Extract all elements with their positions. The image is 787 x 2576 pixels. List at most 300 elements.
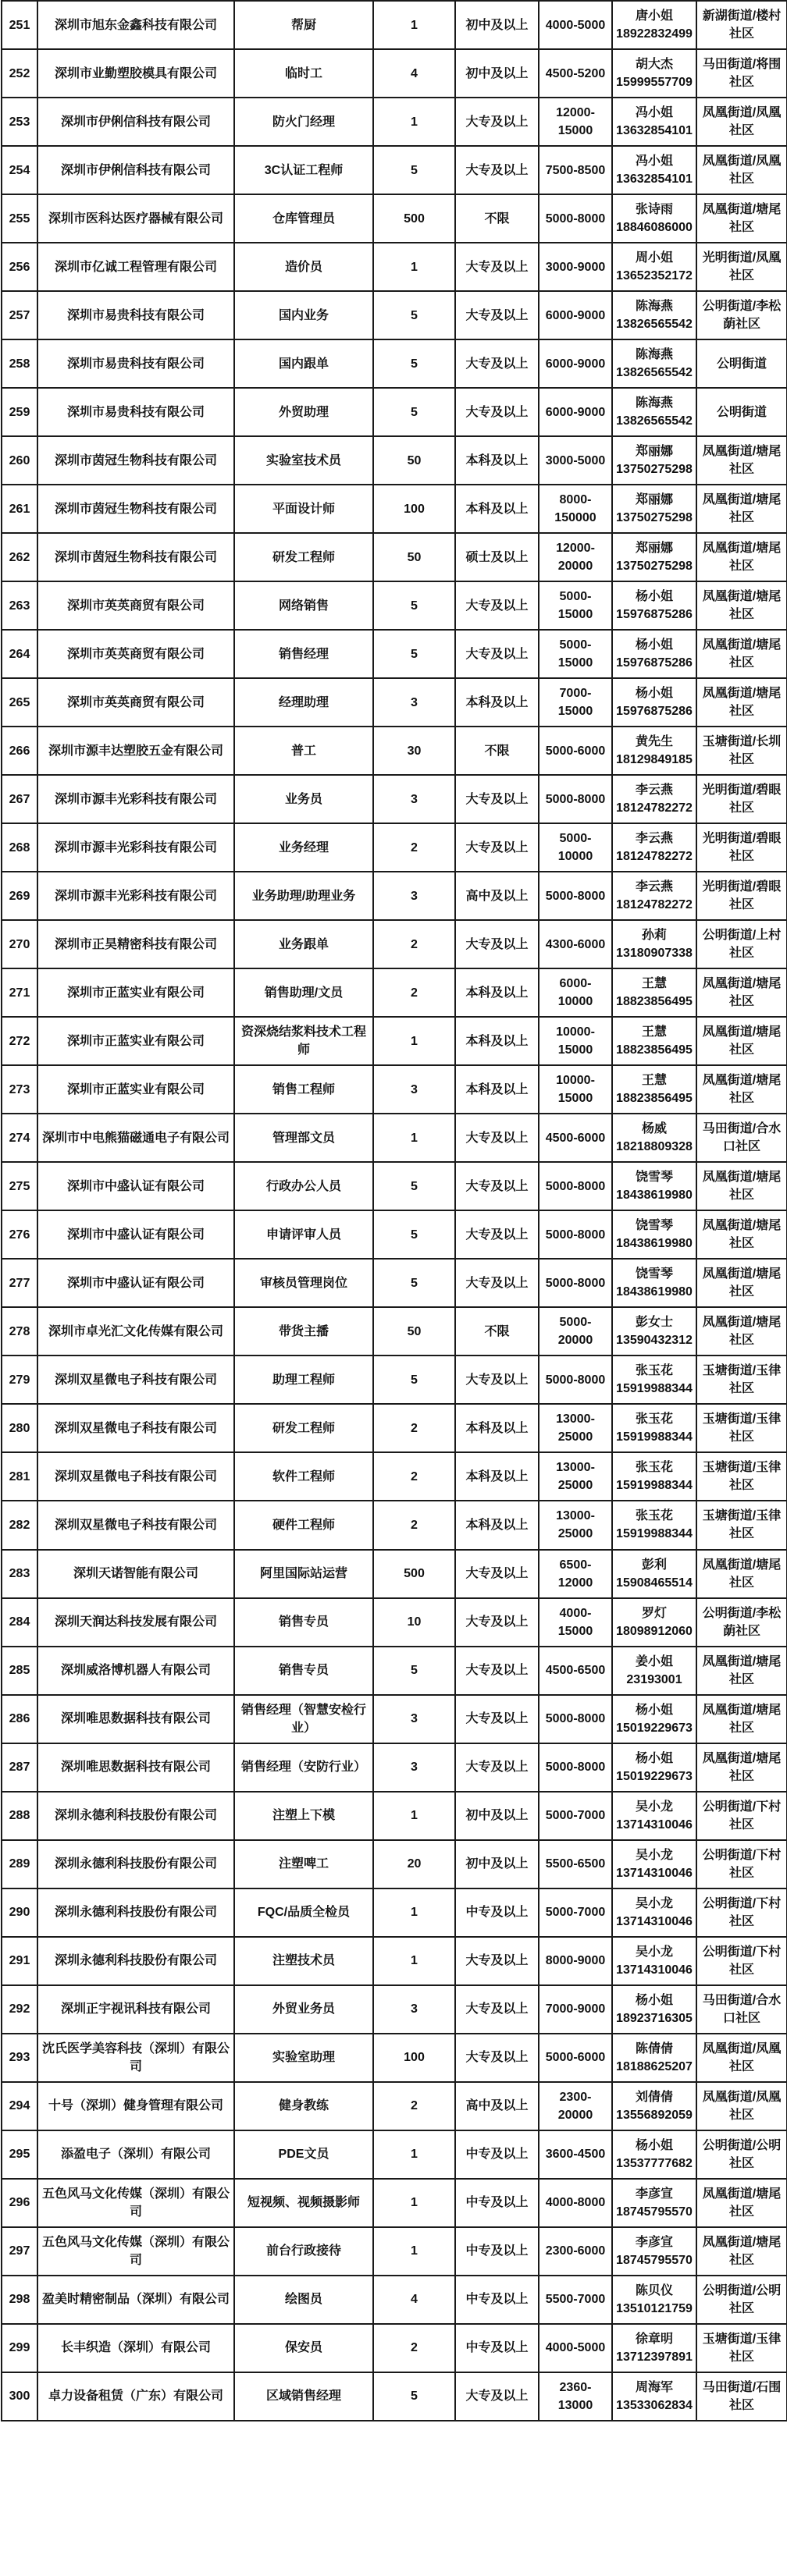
headcount-cell: 1 <box>373 1792 455 1840</box>
row-number-cell: 289 <box>2 1840 37 1888</box>
contact-cell <box>612 98 696 146</box>
headcount-cell: 50 <box>373 436 455 485</box>
headcount-cell: 1 <box>373 2179 455 2227</box>
table-row <box>2 1501 787 1549</box>
job-position-cell: 区域销售经理 <box>234 2372 373 2421</box>
contact-cell <box>612 727 696 775</box>
row-number-cell: 264 <box>2 630 37 678</box>
job-position-cell: 资深烧结浆料技术工程师 <box>234 1017 373 1065</box>
contact-name: 杨威 <box>641 1122 667 1136</box>
work-address-cell: 新湖街道/楼村社区 <box>696 1 787 49</box>
headcount-cell: 100 <box>373 485 455 533</box>
contact-cell <box>612 775 696 823</box>
table-row <box>2 1985 787 2034</box>
work-address-cell: 凤凰街道/塘尾社区 <box>696 2227 787 2276</box>
salary-range-cell: 13000-25000 <box>539 1501 612 1549</box>
row-number-cell: 267 <box>2 775 37 823</box>
work-address-cell: 凤凰街道/塘尾社区 <box>696 1065 787 1114</box>
job-position-cell: 业务跟单 <box>234 920 373 968</box>
headcount-cell: 2 <box>373 920 455 968</box>
job-position-cell: 外贸业务员 <box>234 1985 373 2034</box>
contact-phone: 13590432312 <box>616 1334 693 1348</box>
salary-range-cell: 5000-6000 <box>539 727 612 775</box>
education-requirement-cell: 大专及以上 <box>455 339 539 388</box>
company-name-cell: 深圳市伊俐信科技有限公司 <box>37 146 234 194</box>
table-row <box>2 775 787 823</box>
table-row <box>2 823 787 872</box>
job-position-cell: 销售经理（智慧安检行业） <box>234 1695 373 1743</box>
row-number-cell: 286 <box>2 1695 37 1743</box>
contact-cell <box>612 1937 696 1985</box>
work-address-cell: 马田街道/将围社区 <box>696 49 787 98</box>
job-position-cell: 申请评审人员 <box>234 1210 373 1259</box>
contact-name: 周海军 <box>635 2380 673 2394</box>
contact-phone: 15919988344 <box>616 1430 693 1444</box>
row-number-cell: 282 <box>2 1501 37 1549</box>
contact-cell <box>612 1792 696 1840</box>
row-number-cell: 258 <box>2 339 37 388</box>
salary-range-cell: 5000-6000 <box>539 2034 612 2082</box>
salary-range-cell: 8000-150000 <box>539 485 612 533</box>
table-row <box>2 1840 787 1888</box>
job-position-cell: FQC/品质全检员 <box>234 1888 373 1937</box>
contact-name: 周小姐 <box>635 251 673 265</box>
education-requirement-cell: 本科及以上 <box>455 1065 539 1114</box>
contact-cell <box>612 2034 696 2082</box>
company-name-cell: 深圳威洛博机器人有限公司 <box>37 1647 234 1695</box>
contact-phone: 18188625207 <box>616 2059 693 2073</box>
education-requirement-cell: 本科及以上 <box>455 1017 539 1065</box>
contact-name: 杨小姐 <box>635 638 673 652</box>
education-requirement-cell: 大专及以上 <box>455 1550 539 1598</box>
row-number-cell: 251 <box>2 1 37 49</box>
contact-phone: 18823856495 <box>616 995 693 1009</box>
education-requirement-cell: 大专及以上 <box>455 775 539 823</box>
company-name-cell: 长丰织造（深圳）有限公司 <box>37 2324 234 2372</box>
row-number-cell: 288 <box>2 1792 37 1840</box>
company-name-cell: 卓力设备租赁（广东）有限公司 <box>37 2372 234 2421</box>
salary-range-cell: 3000-5000 <box>539 436 612 485</box>
contact-name: 张玉花 <box>635 1412 673 1427</box>
contact-name: 罗灯 <box>641 1606 667 1620</box>
contact-cell <box>612 243 696 291</box>
salary-range-cell: 4000-5000 <box>539 2324 612 2372</box>
job-position-cell: 网络销售 <box>234 581 373 630</box>
contact-name: 刘倩倩 <box>635 2090 673 2104</box>
work-address-cell: 凤凰街道/塘尾社区 <box>696 2179 787 2227</box>
work-address-cell: 凤凰街道/塘尾社区 <box>696 581 787 630</box>
contact-phone: 18438619980 <box>616 1189 693 1203</box>
education-requirement-cell: 大专及以上 <box>455 1356 539 1404</box>
work-address-cell: 玉塘街道/长圳社区 <box>696 727 787 775</box>
contact-cell <box>612 1598 696 1647</box>
contact-name: 陈海燕 <box>635 348 673 362</box>
education-requirement-cell: 大专及以上 <box>455 1985 539 2034</box>
education-requirement-cell: 中专及以上 <box>455 2227 539 2276</box>
contact-name: 杨小姐 <box>635 1703 673 1717</box>
job-position-cell: PDE文员 <box>234 2130 373 2179</box>
company-name-cell: 深圳市伊俐信科技有限公司 <box>37 98 234 146</box>
salary-range-cell: 4500-5200 <box>539 49 612 98</box>
contact-name: 王慧 <box>641 977 667 991</box>
contact-phone: 15919988344 <box>616 1382 693 1396</box>
company-name-cell: 深圳市茵冠生物科技有限公司 <box>37 485 234 533</box>
contact-phone: 15976875286 <box>616 705 693 719</box>
work-address-cell: 凤凰街道/塘尾社区 <box>696 678 787 727</box>
salary-range-cell: 3600-4500 <box>539 2130 612 2179</box>
row-number-cell: 252 <box>2 49 37 98</box>
job-position-cell: 研发工程师 <box>234 1404 373 1452</box>
company-name-cell: 深圳永德利科技股份有限公司 <box>37 1792 234 1840</box>
company-name-cell: 深圳双星微电子科技有限公司 <box>37 1501 234 1549</box>
work-address-cell: 玉塘街道/玉律社区 <box>696 1452 787 1501</box>
contact-phone: 18129849185 <box>616 753 693 767</box>
job-position-cell: 销售助理/文员 <box>234 968 373 1017</box>
contact-cell <box>612 1356 696 1404</box>
salary-range-cell: 4500-6000 <box>539 1114 612 1162</box>
row-number-cell: 259 <box>2 388 37 436</box>
work-address-cell: 凤凰街道/塘尾社区 <box>696 194 787 243</box>
contact-phone: 13537777682 <box>616 2156 693 2170</box>
contact-cell <box>612 1404 696 1452</box>
row-number-cell: 265 <box>2 678 37 727</box>
table-row <box>2 727 787 775</box>
table-row <box>2 872 787 920</box>
contact-phone: 18923716305 <box>616 2011 693 2025</box>
job-position-cell: 外贸助理 <box>234 388 373 436</box>
contact-phone: 15976875286 <box>616 656 693 670</box>
contact-name: 李云燕 <box>635 783 673 798</box>
contact-name: 饶雪琴 <box>635 1171 673 1185</box>
job-position-cell: 健身教练 <box>234 2082 373 2130</box>
contact-name: 姜小姐 <box>635 1654 673 1668</box>
contact-cell <box>612 485 696 533</box>
contact-name: 陈贝仪 <box>635 2283 673 2297</box>
headcount-cell: 4 <box>373 49 455 98</box>
company-name-cell: 深圳市源丰光彩科技有限公司 <box>37 872 234 920</box>
company-name-cell: 添盈电子（深圳）有限公司 <box>37 2130 234 2179</box>
company-name-cell: 深圳市正蓝实业有限公司 <box>37 968 234 1017</box>
headcount-cell: 1 <box>373 1017 455 1065</box>
contact-cell <box>612 823 696 872</box>
row-number-cell: 271 <box>2 968 37 1017</box>
job-position-cell: 销售经理 <box>234 630 373 678</box>
contact-name: 陈海燕 <box>635 300 673 314</box>
contact-name: 李云燕 <box>635 880 673 894</box>
company-name-cell: 深圳唯思数据科技有限公司 <box>37 1743 234 1792</box>
table-row <box>2 678 787 727</box>
contact-cell <box>612 1501 696 1549</box>
contact-name: 郑丽娜 <box>635 445 673 459</box>
contact-name: 李云燕 <box>635 832 673 846</box>
contact-cell <box>612 920 696 968</box>
work-address-cell: 凤凰街道/凤凰社区 <box>696 2034 787 2082</box>
contact-phone: 13632854101 <box>616 124 693 138</box>
contact-name: 张玉花 <box>635 1461 673 1475</box>
company-name-cell: 深圳市易贵科技有限公司 <box>37 291 234 339</box>
contact-phone: 18846086000 <box>616 221 693 235</box>
work-address-cell: 凤凰街道/塘尾社区 <box>696 1307 787 1356</box>
headcount-cell: 5 <box>373 630 455 678</box>
contact-name: 吴小龙 <box>635 1945 673 1959</box>
contact-phone: 13714310046 <box>616 1817 693 1832</box>
contact-cell <box>612 1743 696 1792</box>
row-number-cell: 300 <box>2 2372 37 2421</box>
education-requirement-cell: 初中及以上 <box>455 1840 539 1888</box>
education-requirement-cell: 初中及以上 <box>455 49 539 98</box>
table-row <box>2 1162 787 1210</box>
contact-name: 胡大杰 <box>635 58 673 72</box>
headcount-cell: 5 <box>373 581 455 630</box>
table-row <box>2 581 787 630</box>
contact-phone: 13556892059 <box>616 2108 693 2122</box>
contact-cell <box>612 533 696 581</box>
salary-range-cell: 5000-8000 <box>539 775 612 823</box>
table-row <box>2 1888 787 1937</box>
work-address-cell: 凤凰街道/凤凰社区 <box>696 146 787 194</box>
job-position-cell: 带货主播 <box>234 1307 373 1356</box>
company-name-cell: 深圳双星微电子科技有限公司 <box>37 1404 234 1452</box>
headcount-cell: 1 <box>373 2130 455 2179</box>
salary-range-cell: 5000-8000 <box>539 1259 612 1307</box>
headcount-cell: 5 <box>373 339 455 388</box>
education-requirement-cell: 本科及以上 <box>455 968 539 1017</box>
job-position-cell: 业务助理/助理业务 <box>234 872 373 920</box>
work-address-cell: 公明街道/李松蓢社区 <box>696 291 787 339</box>
salary-range-cell: 5000-8000 <box>539 1695 612 1743</box>
headcount-cell: 2 <box>373 1452 455 1501</box>
headcount-cell: 5 <box>373 1356 455 1404</box>
headcount-cell: 2 <box>373 968 455 1017</box>
job-position-cell: 3C认证工程师 <box>234 146 373 194</box>
headcount-cell: 1 <box>373 2227 455 2276</box>
work-address-cell: 光明街道/碧眼社区 <box>696 823 787 872</box>
job-position-cell: 前台行政接待 <box>234 2227 373 2276</box>
table-row <box>2 1259 787 1307</box>
contact-name: 郑丽娜 <box>635 493 673 507</box>
contact-phone: 15999557709 <box>616 76 693 90</box>
job-position-cell: 研发工程师 <box>234 533 373 581</box>
headcount-cell: 100 <box>373 2034 455 2082</box>
salary-range-cell: 5000-8000 <box>539 1162 612 1210</box>
salary-range-cell: 6000-9000 <box>539 388 612 436</box>
work-address-cell: 光明街道/碧眼社区 <box>696 872 787 920</box>
job-position-cell: 审核员管理岗位 <box>234 1259 373 1307</box>
contact-phone: 18823856495 <box>616 1092 693 1106</box>
company-name-cell: 深圳双星微电子科技有限公司 <box>37 1356 234 1404</box>
headcount-cell: 5 <box>373 2372 455 2421</box>
work-address-cell: 光明街道/凤凰社区 <box>696 243 787 291</box>
company-name-cell: 深圳市英英商贸有限公司 <box>37 581 234 630</box>
education-requirement-cell: 大专及以上 <box>455 243 539 291</box>
company-name-cell: 沈氏医学美容科技（深圳）有限公司 <box>37 2034 234 2082</box>
contact-phone: 18438619980 <box>616 1237 693 1251</box>
contact-name: 陈倩倩 <box>635 2041 673 2055</box>
table-row <box>2 1792 787 1840</box>
salary-range-cell: 7000-9000 <box>539 1985 612 2034</box>
work-address-cell: 公明街道/下村社区 <box>696 1888 787 1937</box>
job-position-cell: 保安员 <box>234 2324 373 2372</box>
row-number-cell: 296 <box>2 2179 37 2227</box>
headcount-cell: 3 <box>373 678 455 727</box>
work-address-cell: 马田街道/合水口社区 <box>696 1985 787 2034</box>
education-requirement-cell: 不限 <box>455 727 539 775</box>
work-address-cell: 凤凰街道/塘尾社区 <box>696 1259 787 1307</box>
contact-phone: 13533062834 <box>616 2398 693 2412</box>
salary-range-cell: 5500-7000 <box>539 2276 612 2324</box>
row-number-cell: 253 <box>2 98 37 146</box>
contact-cell <box>612 194 696 243</box>
education-requirement-cell: 高中及以上 <box>455 872 539 920</box>
company-name-cell: 深圳市业勤塑胶模具有限公司 <box>37 49 234 98</box>
headcount-cell: 3 <box>373 1743 455 1792</box>
headcount-cell: 5 <box>373 146 455 194</box>
work-address-cell: 凤凰街道/塘尾社区 <box>696 1162 787 1210</box>
row-number-cell: 291 <box>2 1937 37 1985</box>
education-requirement-cell: 大专及以上 <box>455 1695 539 1743</box>
job-position-cell: 销售专员 <box>234 1598 373 1647</box>
table-row <box>2 1647 787 1695</box>
contact-phone: 23193001 <box>626 1672 682 1686</box>
headcount-cell: 1 <box>373 1937 455 1985</box>
contact-phone: 15919988344 <box>616 1527 693 1541</box>
contact-cell <box>612 1259 696 1307</box>
company-name-cell: 深圳唯思数据科技有限公司 <box>37 1695 234 1743</box>
work-address-cell: 公明街道/公明社区 <box>696 2276 787 2324</box>
company-name-cell: 盈美时精密制品（深圳）有限公司 <box>37 2276 234 2324</box>
education-requirement-cell: 大专及以上 <box>455 1743 539 1792</box>
contact-name: 冯小姐 <box>635 155 673 169</box>
salary-range-cell: 7000-15000 <box>539 678 612 727</box>
table-row <box>2 339 787 388</box>
contact-phone: 15908465514 <box>616 1576 693 1590</box>
table-row <box>2 2179 787 2227</box>
contact-phone: 15019229673 <box>616 1769 693 1783</box>
row-number-cell: 260 <box>2 436 37 485</box>
contact-cell <box>612 1307 696 1356</box>
contact-name: 吴小龙 <box>635 1896 673 1910</box>
table-row <box>2 194 787 243</box>
job-position-cell: 销售工程师 <box>234 1065 373 1114</box>
contact-cell <box>612 1017 696 1065</box>
row-number-cell: 279 <box>2 1356 37 1404</box>
job-position-cell: 普工 <box>234 727 373 775</box>
contact-cell <box>612 339 696 388</box>
row-number-cell: 275 <box>2 1162 37 1210</box>
job-position-cell: 实验室技术员 <box>234 436 373 485</box>
job-position-cell: 销售专员 <box>234 1647 373 1695</box>
contact-cell <box>612 872 696 920</box>
contact-name: 彭女士 <box>635 1316 673 1330</box>
education-requirement-cell: 大专及以上 <box>455 2372 539 2421</box>
education-requirement-cell: 大专及以上 <box>455 581 539 630</box>
headcount-cell: 500 <box>373 194 455 243</box>
row-number-cell: 254 <box>2 146 37 194</box>
work-address-cell: 凤凰街道/凤凰社区 <box>696 2082 787 2130</box>
work-address-cell: 公明街道/公明社区 <box>696 2130 787 2179</box>
work-address-cell: 玉塘街道/玉律社区 <box>696 1501 787 1549</box>
table-row <box>2 243 787 291</box>
company-name-cell: 深圳天诺智能有限公司 <box>37 1550 234 1598</box>
row-number-cell: 273 <box>2 1065 37 1114</box>
contact-name: 杨小姐 <box>635 687 673 701</box>
education-requirement-cell: 大专及以上 <box>455 1162 539 1210</box>
company-name-cell: 深圳市亿诚工程管理有限公司 <box>37 243 234 291</box>
row-number-cell: 255 <box>2 194 37 243</box>
education-requirement-cell: 大专及以上 <box>455 1259 539 1307</box>
contact-name: 杨小姐 <box>635 2138 673 2152</box>
contact-cell <box>612 49 696 98</box>
contact-phone: 13180907338 <box>616 947 693 961</box>
row-number-cell: 270 <box>2 920 37 968</box>
table-row <box>2 920 787 968</box>
salary-range-cell: 7500-8500 <box>539 146 612 194</box>
table-row <box>2 291 787 339</box>
job-position-cell: 销售经理（安防行业） <box>234 1743 373 1792</box>
job-position-cell: 防火门经理 <box>234 98 373 146</box>
job-position-cell: 造价员 <box>234 243 373 291</box>
work-address-cell: 玉塘街道/玉律社区 <box>696 1356 787 1404</box>
row-number-cell: 269 <box>2 872 37 920</box>
contact-phone: 13632854101 <box>616 172 693 187</box>
table-row <box>2 1017 787 1065</box>
salary-range-cell: 5000-8000 <box>539 1210 612 1259</box>
contact-name: 张玉花 <box>635 1364 673 1378</box>
work-address-cell: 凤凰街道/塘尾社区 <box>696 485 787 533</box>
contact-name: 李彦宣 <box>635 2187 673 2201</box>
headcount-cell: 1 <box>373 1 455 49</box>
work-address-cell: 公明街道/下村社区 <box>696 1937 787 1985</box>
row-number-cell: 257 <box>2 291 37 339</box>
row-number-cell: 299 <box>2 2324 37 2372</box>
company-name-cell: 深圳市卓光汇文化传媒有限公司 <box>37 1307 234 1356</box>
headcount-cell: 5 <box>373 1162 455 1210</box>
contact-name: 王慧 <box>641 1074 667 1088</box>
table-row <box>2 1404 787 1452</box>
salary-range-cell: 2300-6000 <box>539 2227 612 2276</box>
company-name-cell: 深圳市易贵科技有限公司 <box>37 339 234 388</box>
contact-cell <box>612 1695 696 1743</box>
headcount-cell: 2 <box>373 1404 455 1452</box>
salary-range-cell: 5000-20000 <box>539 1307 612 1356</box>
contact-phone: 18745795570 <box>616 2253 693 2267</box>
job-position-cell: 实验室助理 <box>234 2034 373 2082</box>
headcount-cell: 500 <box>373 1550 455 1598</box>
table-row <box>2 1 787 49</box>
education-requirement-cell: 中专及以上 <box>455 2130 539 2179</box>
salary-range-cell: 5000-8000 <box>539 872 612 920</box>
headcount-cell: 5 <box>373 1259 455 1307</box>
job-position-cell: 阿里国际站运营 <box>234 1550 373 1598</box>
contact-cell <box>612 630 696 678</box>
contact-phone: 15919988344 <box>616 1479 693 1493</box>
row-number-cell: 283 <box>2 1550 37 1598</box>
education-requirement-cell: 本科及以上 <box>455 436 539 485</box>
company-name-cell: 深圳市茵冠生物科技有限公司 <box>37 436 234 485</box>
contact-name: 杨小姐 <box>635 590 673 604</box>
headcount-cell: 5 <box>373 388 455 436</box>
contact-cell <box>612 1840 696 1888</box>
table-row <box>2 1598 787 1647</box>
contact-phone: 13714310046 <box>616 1914 693 1928</box>
job-position-cell: 注塑啤工 <box>234 1840 373 1888</box>
table-row <box>2 2324 787 2372</box>
table-row <box>2 1695 787 1743</box>
education-requirement-cell: 本科及以上 <box>455 1501 539 1549</box>
salary-range-cell: 5000-15000 <box>539 581 612 630</box>
table-row <box>2 1743 787 1792</box>
work-address-cell: 凤凰街道/塘尾社区 <box>696 968 787 1017</box>
